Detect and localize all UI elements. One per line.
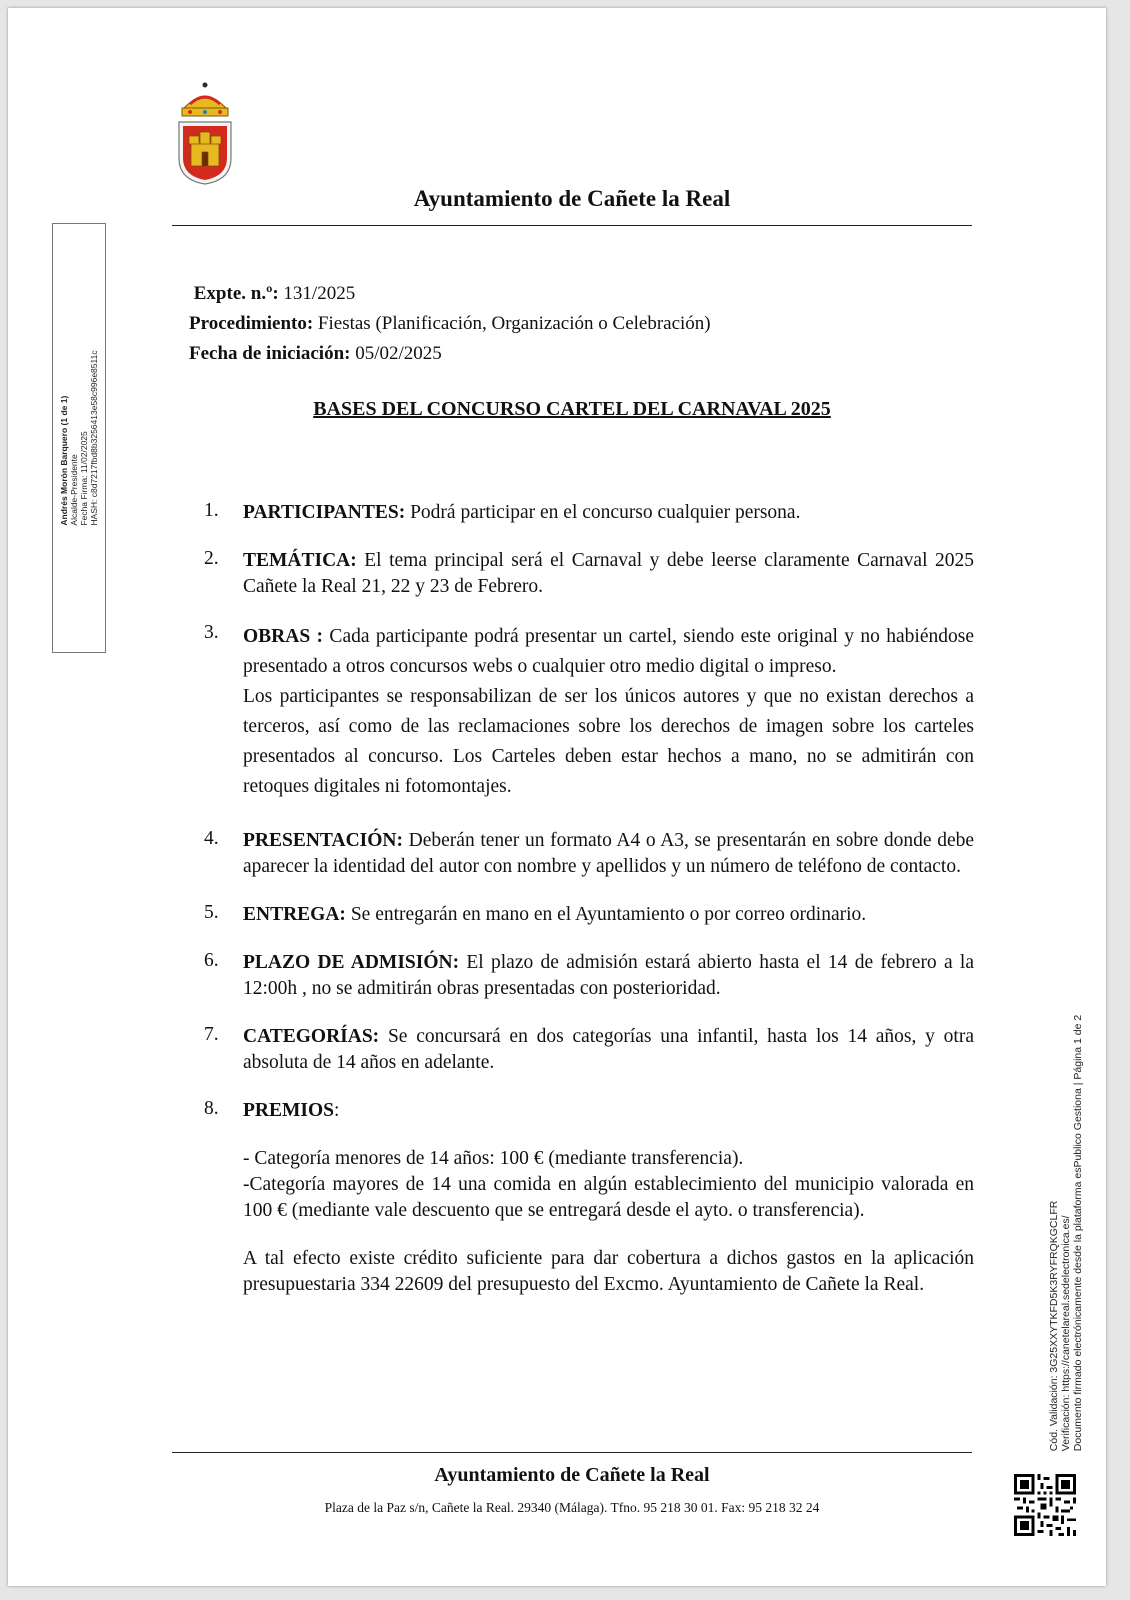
item-number: 6. <box>204 950 219 971</box>
expediente-row <box>189 279 711 309</box>
validation-code: Cód. Validación: 3G25XXYTKFD5K3RYFRQKGCLFR <box>1048 1200 1060 1452</box>
item-title: OBRAS : <box>243 626 324 647</box>
item-text: Se concursará en dos categorías una infantil, hasta los 14 años, y otra absoluta de 14 años en adelante. <box>243 1026 974 1073</box>
fecha-row <box>189 339 711 369</box>
header-divider <box>172 225 972 226</box>
item-text-continued: Los participantes se responsabilizan de ser los únicos autores y que no existan derechos a terceros, así como de las reclamaciones sobre los derechos de imagen sobre los carteles presentados al concurso. Los Carteles deben estar hechos a mano, no se admitirán con retoques digitales ni fotomontajes. <box>243 686 974 797</box>
footer-address: Plaza de la Paz s/n, Cañete la Real. 29340 (Málaga). Tfno. 95 218 30 01. Fax: 95 218 32 24 <box>324 1500 820 1515</box>
item-number: 1. <box>204 500 219 521</box>
list-item <box>204 1024 974 1076</box>
item-text: Cada participante podrá presentar un cartel, siendo este original y no habiéndose presentado a otros concursos webs o cualquier otro medio digital o impreso. <box>243 626 974 677</box>
fecha-label: Fecha de iniciación: <box>189 343 351 364</box>
budget-credit-note: A tal efecto existe crédito suficiente para dar cobertura a dichos gastos en la aplicación presupuestaria 334 22609 del presupuesto del Excmo. Ayuntamiento de Cañete la Real. <box>243 1248 974 1295</box>
signature-hash: HASH: c8d7217fbd8b3256413e58c996e8511c <box>89 350 99 526</box>
item-title: ENTREGA: <box>243 904 346 925</box>
list-item <box>204 548 974 600</box>
item-number: 2. <box>204 548 219 569</box>
verification-stamp <box>1044 998 1088 1468</box>
item-title: CATEGORÍAS: <box>243 1026 380 1047</box>
item-text: El plazo de admisión estará abierto hasta el 14 de febrero a la 12:00h , no se admitirán obras presentadas con posterioridad. <box>243 952 974 999</box>
item-title: TEMÁTICA: <box>243 550 357 571</box>
item-title: PREMIOS <box>243 1100 335 1121</box>
shield-icon <box>179 122 231 184</box>
item-number: 4. <box>204 828 219 849</box>
expediente-value: 131/2025 <box>283 283 356 304</box>
item-number: 7. <box>204 1024 219 1045</box>
document-heading: BASES DEL CONCURSO CARTEL DEL CARNAVAL 2025 <box>313 398 831 420</box>
fecha-value: 05/02/2025 <box>355 343 442 364</box>
castle-icon <box>189 132 221 166</box>
item-text: : <box>334 1100 340 1121</box>
expediente-label: Expte. n.º: <box>193 283 279 304</box>
document-metadata <box>189 279 711 369</box>
item-number: 3. <box>204 622 219 643</box>
verification-url: Verificación: https://canetelareal.sedelectronica.es/ <box>1060 1215 1072 1452</box>
platform-note: Documento firmado electrónicamente desde la plataforma esPublico Gestiona | Página 1 de 2 <box>1072 1014 1084 1452</box>
item-number: 8. <box>204 1098 219 1119</box>
procedimiento-label: Procedimiento: <box>189 313 314 334</box>
signature-stamp <box>52 223 106 653</box>
item-title: PLAZO DE ADMISIÓN: <box>243 952 460 973</box>
header-title: Ayuntamiento de Cañete la Real <box>413 186 731 211</box>
signature-date: Fecha Firma: 11/02/2025 <box>79 431 89 526</box>
item-text: Se entregarán en mano en el Ayuntamiento o por correo ordinario. <box>345 904 867 925</box>
document-page <box>8 8 1106 1586</box>
crown-icon <box>182 83 228 117</box>
list-item <box>204 902 974 928</box>
procedimiento-value: Fiestas (Planificación, Organización o Celebración) <box>317 313 711 334</box>
item-text: El tema principal será el Carnaval y debe leerse claramente Carnaval 2025 Cañete la Real 21, 22 y 23 de Febrero. <box>243 550 974 597</box>
rules-list <box>204 500 974 1298</box>
list-item <box>204 622 974 802</box>
item-title: PARTICIPANTES: <box>243 502 406 523</box>
list-item <box>204 950 974 1002</box>
prize-adults: -Categoría mayores de 14 una comida en algún establecimiento del municipio valorada en 100 € (mediante vale descuento que se entregará desde el ayto. o transferencia). <box>243 1174 974 1221</box>
list-item <box>204 828 974 880</box>
coat-of-arms-icon <box>176 80 234 186</box>
signer-role: Alcalde-Presidente <box>69 454 79 526</box>
list-item <box>204 500 974 526</box>
prize-minors: - Categoría menores de 14 años: 100 € (mediante transferencia). <box>243 1148 744 1169</box>
qr-code-icon <box>1014 1474 1076 1536</box>
item-text: Podrá participar en el concurso cualquier persona. <box>405 502 801 523</box>
list-item <box>204 1098 974 1298</box>
procedimiento-row <box>189 309 711 339</box>
footer-title: Ayuntamiento de Cañete la Real <box>434 1464 710 1486</box>
signer-name: Andrés Morón Barquero (1 de 1) <box>59 395 69 526</box>
item-title: PRESENTACIÓN: <box>243 830 403 851</box>
item-number: 5. <box>204 902 219 923</box>
item-text: Deberán tener un formato A4 o A3, se presentarán en sobre donde debe aparecer la identidad del autor con nombre y apellidos y un número de teléfono de contacto. <box>243 830 974 877</box>
footer-divider <box>172 1452 972 1453</box>
